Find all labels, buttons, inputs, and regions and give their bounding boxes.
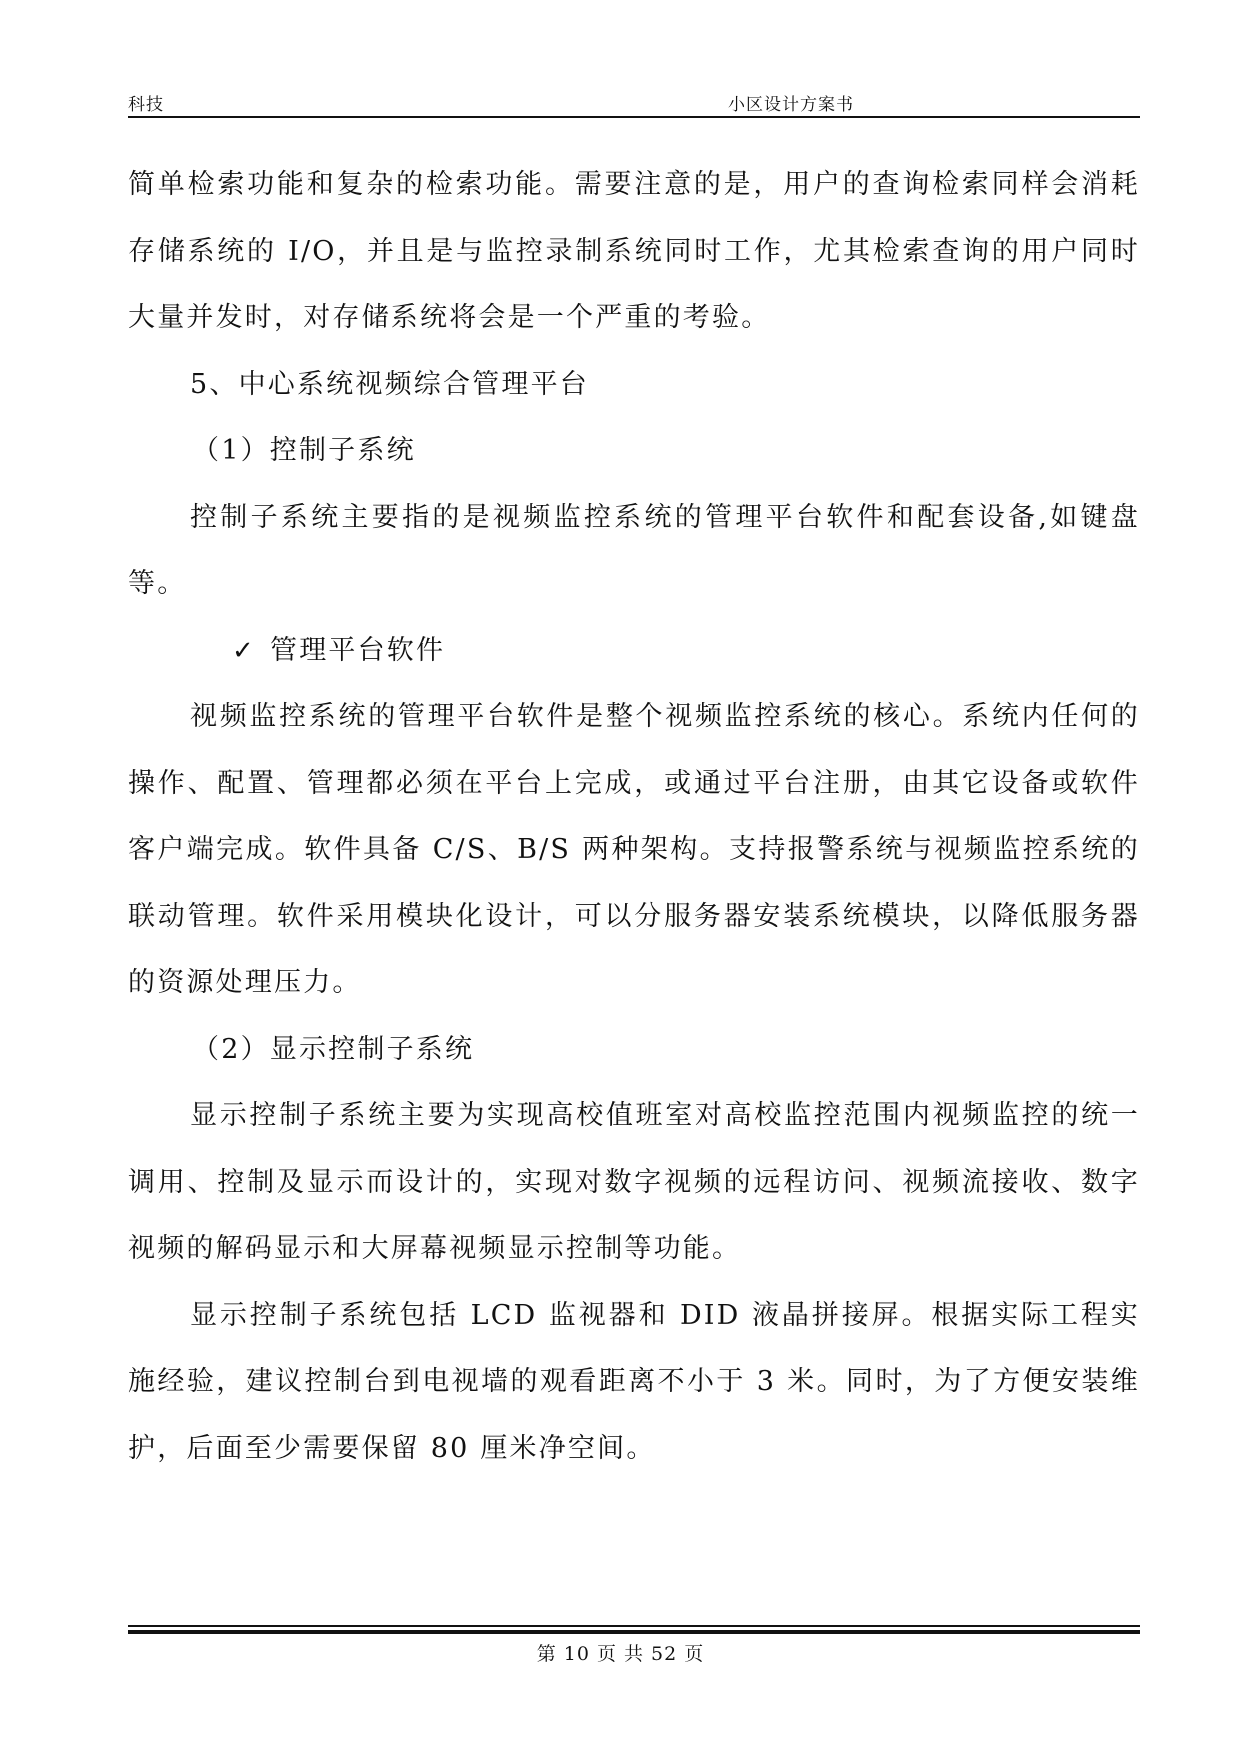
footer-rule-thin: [128, 1625, 1140, 1627]
checkmark-icon: ✓: [232, 635, 256, 666]
page-number: 第 10 页 共 52 页: [536, 1643, 705, 1665]
footer-rule-thick: [128, 1630, 1140, 1634]
check-list-item: [128, 618, 1140, 685]
paragraph-retrieval: 简单检索功能和复杂的检索功能。需要注意的是，用户的查询检索同样会消耗存储系统的 I/O，并且是与监控录制系统同时工作，尤其检索查询的用户同时大量并发时，对存储系统将会是一个严重的考验。: [128, 169, 1140, 333]
section-heading-5: 5、中心系统视频综合管理平台: [190, 368, 589, 400]
subsection-heading-display: （2）显示控制子系统: [192, 1033, 475, 1065]
header-document-title: 小区设计方案书: [728, 95, 854, 115]
header-left-text: 科技: [128, 95, 164, 115]
paragraph-display-hardware: 显示控制子系统包括 LCD 监视器和 DID 液晶拼接屏。根据实际工程实施经验，建议控制台到电视墙的观看距离不小于 3 米。同时，为了方便安装维护，后面至少需要保留 80 厘米净空间。: [128, 1299, 1140, 1464]
page-header: [128, 86, 1140, 118]
check-item-label: 管理平台软件: [270, 634, 446, 666]
document-body: [128, 152, 1140, 1482]
subsection-heading-control: （1）控制子系统: [192, 435, 416, 466]
paragraph-management-software: 视频监控系统的管理平台软件是整个视频监控系统的核心。系统内任何的操作、配置、管理都必须在平台上完成，或通过平台注册，由其它设备或软件客户端完成。软件具备 C/S、B/S 两种架构。支持报警系统与视频监控系统的联动管理。软件采用模块化设计，可以分服务器安装系统模块，以降低服务器的资源处理压力。: [128, 701, 1140, 998]
paragraph-display-subsystem: 显示控制子系统主要为实现高校值班室对高校监控范围内视频监控的统一调用、控制及显示而设计的，实现对数字视频的远程访问、视频流接收、数字视频的解码显示和大屏幕视频显示控制等功能。: [128, 1100, 1140, 1264]
paragraph-control-subsystem: 控制子系统主要指的是视频监控系统的管理平台软件和配套设备,如键盘等。: [128, 501, 1140, 599]
